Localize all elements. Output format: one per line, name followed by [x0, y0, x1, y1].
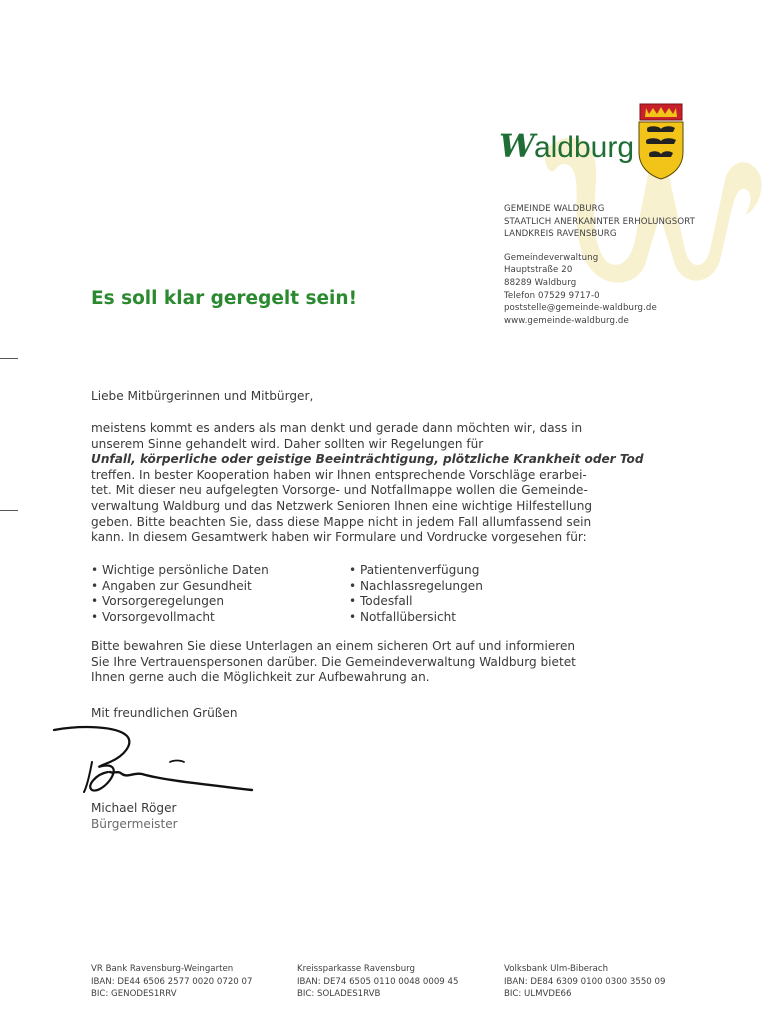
text-line: treffen. In bester Kooperation haben wir Ihnen entsprechende Vorschläge erarbei- — [91, 467, 587, 482]
list-item: • Nachlassregelungen — [349, 578, 483, 593]
footer-bank-1 — [91, 963, 252, 1001]
closing — [91, 706, 611, 722]
bank-name: Volksbank Ulm-Biberach — [504, 964, 609, 974]
text-line: kann. In diesem Gesamtwerk haben wir Formulare und Vordrucke vorgesehen für: — [91, 530, 587, 545]
signer-name: Michael Röger — [91, 801, 177, 815]
list-item: • Angaben zur Gesundheit — [91, 578, 252, 593]
bank-name: Kreissparkasse Ravensburg — [297, 964, 416, 974]
letterhead-address — [504, 203, 695, 327]
footer-bank-2 — [297, 963, 458, 1001]
bank-iban: IBAN: DE74 6505 0110 0048 0009 45 — [297, 976, 459, 987]
fold-mark-middle — [0, 510, 18, 511]
contact-website: www.gemeinde-waldburg.de — [504, 315, 629, 326]
bank-iban: IBAN: DE84 6309 0100 0300 3550 09 — [504, 976, 666, 987]
paragraph-intro — [91, 421, 644, 546]
text-line: Ihnen gerne auch die Möglichkeit zur Aufbewahrung an. — [91, 670, 430, 685]
coat-of-arms-icon — [637, 102, 685, 180]
emphasis-line: Unfall, körperliche oder geistige Beeinträchtigung, plötzliche Krankheit oder Tod — [91, 452, 644, 467]
contact-email: poststelle@gemeinde-waldburg.de — [504, 303, 657, 314]
list-item: • Notfallübersicht — [349, 609, 457, 624]
letterhead-line: GEMEINDE WALDBURG — [504, 204, 605, 214]
footer-bank-3 — [504, 963, 665, 1001]
text-line: Sie Ihre Vertrauenspersonen darüber. Die Gemeindeverwaltung Waldburg bietet — [91, 654, 576, 669]
contact-line: Telefon 07529 9717-0 — [504, 290, 600, 301]
salutation — [91, 389, 611, 405]
handwritten-signature — [52, 722, 262, 802]
bank-bic: BIC: GENODES1RRV — [91, 989, 177, 1000]
paragraph-storage — [91, 639, 611, 686]
salutation-text: Liebe Mitbürgerinnen und Mitbürger, — [91, 389, 314, 403]
bank-bic: BIC: SOLADES1RVB — [297, 989, 381, 1000]
list-item: • Vorsorgevollmacht — [91, 609, 215, 624]
list-item: • Vorsorgeregelungen — [91, 594, 224, 609]
letterhead-line: STAATLICH ANERKANNTER ERHOLUNGSORT — [504, 216, 696, 227]
bank-name: VR Bank Ravensburg-Weingarten — [91, 964, 234, 974]
text-line: verwaltung Waldburg und das Netzwerk Senioren Ihnen eine wichtige Hilfestellung — [91, 498, 593, 513]
page-title: Es soll klar geregelt sein! — [91, 288, 358, 309]
brand-name: aldburg — [533, 131, 635, 164]
brand-wordmark — [499, 127, 634, 167]
text-line: tet. Mit dieser neu aufgelegten Vorsorge- und Notfallmappe wollen die Gemeinde- — [91, 483, 588, 498]
text-line: unserem Sinne gehandelt wird. Daher sollten wir Regelungen für — [91, 436, 484, 451]
signer-title: Bürgermeister — [91, 817, 178, 831]
fold-mark-top — [0, 358, 18, 359]
contact-line: Gemeindeverwaltung — [504, 252, 599, 263]
closing-text: Mit freundlichen Grüßen — [91, 706, 238, 720]
bank-bic: BIC: ULMVDE66 — [504, 989, 572, 1000]
list-item: • Wichtige persönliche Daten — [91, 563, 269, 577]
signer-block — [91, 800, 178, 832]
text-line: Bitte bewahren Sie diese Unterlagen an einem sicheren Ort auf und informieren — [91, 639, 576, 653]
bullet-list-left — [91, 563, 269, 625]
letterhead-line: LANDKREIS RAVENSBURG — [504, 229, 617, 240]
text-line: geben. Bitte beachten Sie, dass diese Mappe nicht in jedem Fall allumfassend sein — [91, 514, 592, 529]
bank-iban: IBAN: DE44 6506 2577 0020 0720 07 — [91, 976, 253, 987]
brand-initial: W — [499, 127, 534, 165]
bullet-list-right — [349, 563, 483, 625]
contact-line: 88289 Waldburg — [504, 277, 577, 288]
list-item: • Patientenverfügung — [349, 563, 480, 577]
contact-line: Hauptstraße 20 — [504, 265, 573, 276]
text-line: meistens kommt es anders als man denkt und gerade dann möchten wir, dass in — [91, 421, 583, 435]
list-item: • Todesfall — [349, 594, 413, 609]
